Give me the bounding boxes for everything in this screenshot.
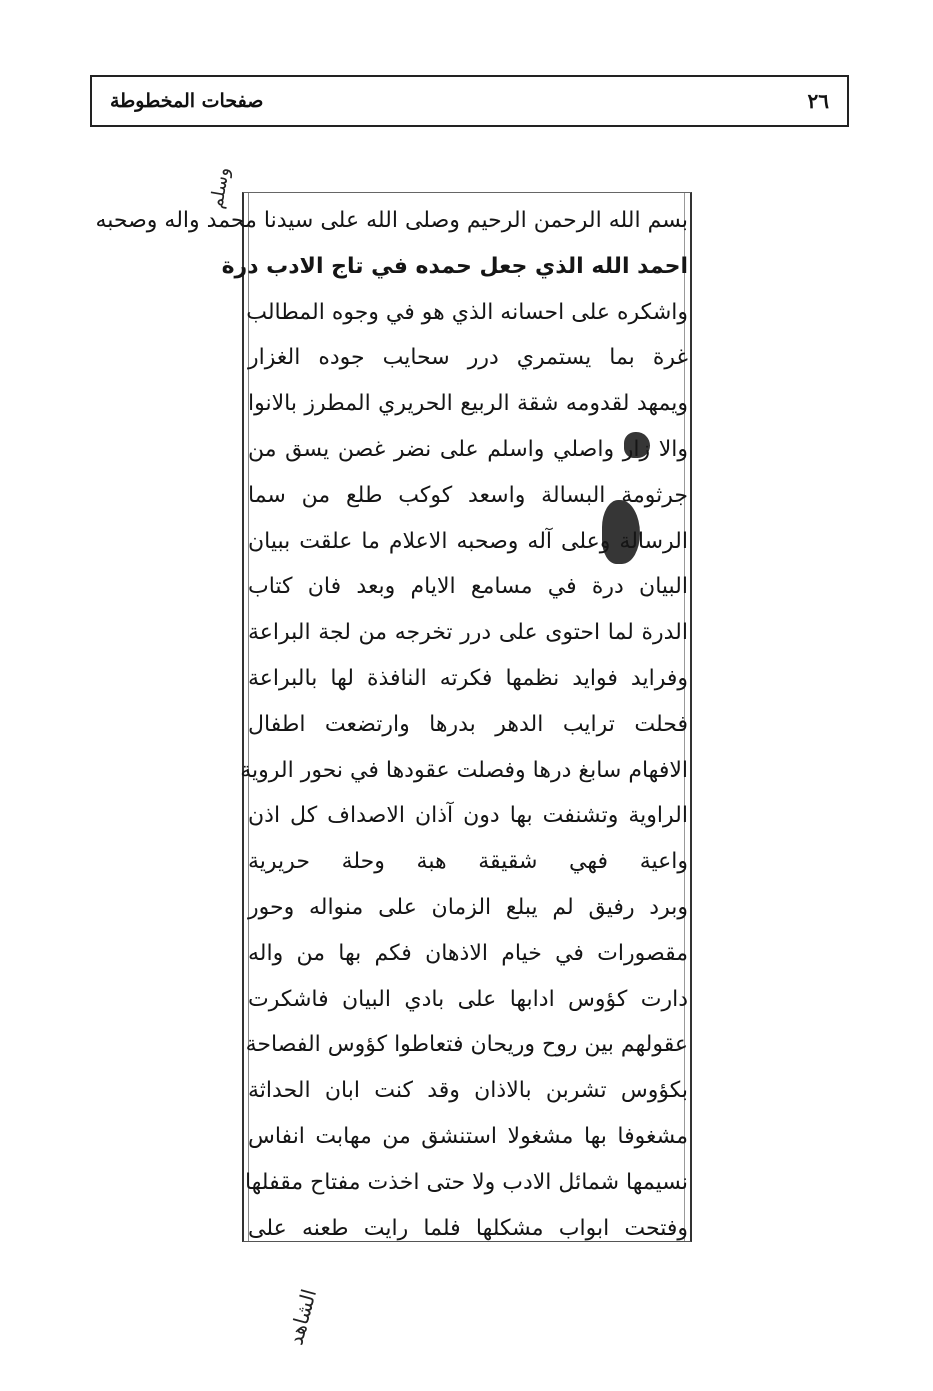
- manuscript-line-18: دارت كؤوس ادابها على بادي البيان فاشكرت: [248, 986, 688, 1012]
- manuscript-text: [95, 198, 688, 1251]
- margin-note-bottom: الشاهد: [283, 1286, 322, 1348]
- manuscript-line-9: البيان درة في مسامع الايام وبعد فان كتاب: [248, 574, 688, 600]
- manuscript-line-10: الدرة لما احتوى على درر تخرجه من لجة البراعة: [248, 620, 688, 646]
- manuscript-line-3: واشكره على احسانه الذي هو في وجوه المطالب: [246, 299, 688, 325]
- manuscript-line-21: مشغوفا بها مشغولا استنشق من مهابت انفاس: [248, 1123, 688, 1149]
- manuscript-line-22: نسيمها شمائل الادب ولا حتى اخذت مفتاح مقفلها: [244, 1169, 688, 1195]
- manuscript-line-7: جرثومة البسالة واسعد كوكب طلع من سما: [248, 482, 688, 508]
- manuscript-line-19: عقولهم بين روح وريحان فتعاطوا كؤوس الفصاحة: [245, 1032, 688, 1058]
- manuscript-line-12: فحلت ترايب الدهر بدرها وارتضعت اطفال: [248, 711, 688, 737]
- manuscript-line-14: الراوية وتشنفت بها دون آذان الاصداف كل اذن: [248, 803, 688, 829]
- manuscript-line-6: والا زار واصلي واسلم على نضر غصن يسق من: [248, 436, 688, 462]
- manuscript-line-1: بسم الله الرحمن الرحيم وصلى الله على سيدنا محمد واله وصحبه: [95, 208, 688, 233]
- manuscript-line-16: وبرد رفيق لم يبلع الزمان على منواله وحور: [248, 894, 688, 920]
- manuscript-line-5: ويمهد لقدومه شقة الربيع الحريري المطرز بالانوا: [248, 391, 688, 417]
- header-title: صفحات المخطوطة: [110, 90, 264, 112]
- margin-note-top: وسلم: [206, 165, 234, 211]
- manuscript-line-13: الافهام سابغ درها وفصلت عقودها في نحور الروية: [240, 757, 688, 783]
- manuscript-line-20: بكؤوس تشربن بالاذان وقد كنت ابان الحداثة: [248, 1078, 688, 1104]
- manuscript-line-2: احمد الله الذي جعل حمده في تاج الادب درة: [221, 253, 688, 279]
- manuscript-line-23: وفتحت ابواب مشكلها فلما رايت طعنه على: [248, 1215, 688, 1241]
- manuscript-line-8: الرسالة وعلى آله وصحبه الاعلام ما علقت ببيان: [248, 528, 688, 554]
- manuscript-line-11: وفرايد فوايد نظمها فكرته النافذة لها بالبراعة: [248, 665, 688, 691]
- manuscript-line-17: مقصورات في خيام الاذهان فكم بها من واله: [248, 940, 688, 966]
- page-header: [90, 75, 849, 127]
- manuscript-line-4: غرة بما يستمري درر سحايب جوده الغزار: [248, 345, 688, 371]
- manuscript-line-15: واعية فهي شقيقة هبة وحلة حريرية: [248, 849, 688, 875]
- page-number: ٢٦: [807, 89, 829, 113]
